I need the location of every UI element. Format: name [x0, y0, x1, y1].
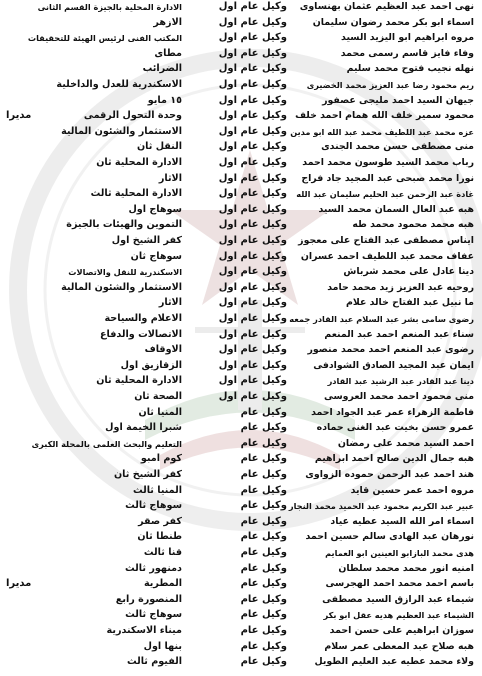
- member-name: فاطمة الزهراء عمر عبد الجواد احمد: [311, 406, 474, 418]
- member-office: المنصورة رابع: [115, 593, 182, 605]
- member-title: وكيل عام اول: [218, 1, 287, 12]
- table-row: [0, 296, 482, 310]
- member-title: وكيل عام: [240, 437, 287, 449]
- member-name: ولاء محمد عطيه عبد العليم الطويل: [314, 656, 474, 668]
- member-title: وكيل عام اول: [218, 250, 287, 262]
- table-row: [0, 218, 482, 232]
- table-row: [0, 452, 482, 466]
- member-title: وكيل عام اول: [218, 328, 287, 340]
- member-office: الفيوم ثالث: [126, 656, 182, 668]
- member-office: المنيا ثالث: [132, 484, 182, 496]
- table-row: [0, 484, 482, 498]
- member-name: عزه محمد عبد اللطيف محمد عبد الله ابو مدين: [290, 126, 474, 137]
- table-row: [0, 374, 482, 388]
- member-office: الادارة المحلية ثان: [96, 375, 182, 387]
- member-title: وكيل عام اول: [218, 110, 287, 122]
- member-title: وكيل عام اول: [218, 281, 287, 293]
- member-name: نورا محمد صبحى عبد المجيد جاد فراج: [301, 172, 474, 184]
- table-row: [0, 515, 482, 529]
- member-role-note: مديرا: [6, 110, 32, 122]
- member-title: وكيل عام: [240, 593, 287, 605]
- member-office: كفر الشيخ ثان: [113, 469, 182, 480]
- member-name: عفاف محمد عبد اللطيف احمد عسران: [300, 250, 474, 262]
- member-name: هبه عبد العال السمان محمد السيد: [318, 203, 474, 215]
- member-office: الضرائب: [142, 63, 182, 75]
- table-row: [0, 328, 482, 342]
- member-name: ايناس مصطفى عبد الفتاح على معجوز: [298, 235, 474, 246]
- member-title: وكيل عام اول: [218, 297, 287, 309]
- member-title: وكيل عام: [240, 547, 287, 558]
- member-name: اسماء امر الله السيد عطيه عياد: [330, 515, 474, 527]
- member-office: دمنهور ثالث: [125, 562, 182, 574]
- table-row: [0, 359, 482, 373]
- table-row: [0, 593, 482, 607]
- member-name: دينا عبد القادر عبد الرشيد عبد القادر: [327, 376, 474, 387]
- member-name: وفاء فايز قاسم رسمى محمد: [340, 47, 474, 59]
- table-row: [0, 156, 482, 170]
- table-row: [0, 109, 482, 123]
- member-title: وكيل عام: [240, 469, 287, 480]
- member-title: وكيل عام: [240, 453, 287, 465]
- member-office: كوم امبو: [140, 453, 182, 465]
- member-title: وكيل عام اول: [218, 16, 287, 28]
- member-name: باسم احمد محمد احمد الهجرسى: [325, 578, 474, 590]
- member-office: التعليم والبحث العلمى بالمحلة الكبرى: [31, 438, 182, 449]
- member-office: المنيا ثان: [138, 406, 182, 418]
- member-title: وكيل عام اول: [218, 266, 287, 278]
- member-office: الاثار: [158, 172, 182, 184]
- member-office: الاثار: [158, 297, 182, 309]
- member-name: هبه صلاح عبد المعطى عمر سلام: [324, 640, 474, 652]
- member-name: هدى محمد البازابو العينين ابو العمايم: [325, 548, 474, 558]
- table-row: [0, 421, 482, 435]
- member-office: كفر الشيخ اول: [111, 235, 182, 246]
- member-name: امنيه انور محمد محمد سلطان: [338, 562, 474, 574]
- table-row: [0, 343, 482, 357]
- member-name: مروه احمد عمر حسين قايد: [350, 484, 474, 496]
- table-row: [0, 546, 482, 560]
- member-office: الاوقاف: [144, 344, 182, 356]
- table-row: [0, 406, 482, 420]
- member-name: اسماء ابو بكر محمد رضوان سليمان: [312, 16, 474, 28]
- member-office: كفر صقر: [138, 515, 182, 527]
- member-title: وكيل عام: [240, 484, 287, 496]
- member-office: الاستثمار والشئون المالية: [61, 125, 182, 137]
- member-name: سناء عبد المنعم احمد عبد المنعم: [324, 328, 474, 340]
- member-title: وكيل عام اول: [218, 188, 287, 200]
- member-office: الاستثمار والشئون المالية: [61, 281, 182, 293]
- member-office: التموين والهيئات بالجيزة: [66, 219, 182, 231]
- member-title: وكيل عام: [240, 562, 287, 574]
- table-row: [0, 640, 482, 654]
- member-title: وكيل عام اول: [218, 157, 287, 168]
- member-title: وكيل عام: [240, 625, 287, 636]
- member-office: الازهر: [153, 16, 182, 28]
- member-name: رضوى سامى بشر عبد السلام عبد القادر جمعه: [289, 314, 474, 324]
- member-title: وكيل عام اول: [218, 313, 287, 324]
- table-row: [0, 172, 482, 186]
- table-row: [0, 234, 482, 248]
- member-office: الصحة ثان: [134, 391, 182, 402]
- member-name: سوزان ابراهيم على حسن احمد: [329, 625, 474, 636]
- member-office: المكتب الفنى لرئيس الهيئة للتحقيقات: [27, 33, 182, 44]
- table-row: [0, 265, 482, 279]
- member-title: وكيل عام اول: [218, 235, 287, 246]
- member-name: نهله نجيب فتوح محمد سليم: [346, 63, 474, 75]
- member-title: وكيل عام اول: [218, 63, 287, 75]
- member-office: وحدة التحول الرقمى: [83, 110, 182, 122]
- member-name: احمد السيد محمد على رمضان: [337, 437, 474, 449]
- member-name: ما نبيل عبد الفتاح خالد علام: [345, 297, 474, 309]
- table-row: [0, 468, 482, 482]
- table-row: [0, 530, 482, 544]
- member-name: نهى احمد عبد العظيم عثمان بهنساوى: [299, 1, 474, 12]
- member-office: المطرية: [143, 578, 182, 590]
- member-name: غادة عبد الرحمن عبد الحليم سليمان عبد الله: [296, 189, 474, 200]
- member-name: رباب محمد السيد طوسون محمد احمد: [302, 157, 474, 168]
- member-office: بنها اول: [143, 640, 182, 652]
- member-name: ايمان عبد المجيد الصادق الشوادفى: [313, 359, 474, 371]
- member-name: هبه محمد محمود محمد طه: [352, 219, 474, 231]
- member-title: وكيل عام: [240, 422, 287, 434]
- member-title: وكيل عام اول: [218, 125, 287, 137]
- table-row: [0, 655, 482, 669]
- table-row: [0, 0, 482, 14]
- table-row: [0, 499, 482, 513]
- member-office: مطاى: [154, 47, 182, 59]
- member-title: وكيل عام اول: [218, 47, 287, 59]
- member-title: وكيل عام اول: [218, 375, 287, 387]
- member-office: سوهاج ثالث: [125, 500, 182, 512]
- member-office: ميناء الاسكندرية: [106, 625, 182, 636]
- member-office: النقل ثان: [136, 141, 182, 153]
- member-office: الادارة المحلية ثالث: [90, 188, 182, 200]
- member-title: وكيل عام اول: [218, 219, 287, 231]
- member-title: وكيل عام اول: [218, 203, 287, 215]
- member-title: وكيل عام: [240, 531, 287, 543]
- member-name: دينا عادل على محمد شرباش: [343, 266, 474, 278]
- table-row: [0, 47, 482, 61]
- member-name: مروه ابراهيم ابو اليزيد السيد: [341, 32, 474, 44]
- table-row: [0, 187, 482, 201]
- member-title: وكيل عام اول: [218, 79, 287, 90]
- member-office: ١٥ مايو: [147, 94, 182, 106]
- member-office: الاعلام والسياحة: [104, 313, 182, 324]
- member-office: سوهاج ثان: [130, 250, 182, 262]
- table-row: [0, 125, 482, 139]
- member-name: منى مصطفى حسن محمد الجندى: [321, 141, 474, 153]
- member-office: الاسكندرية للعدل والداخلية: [56, 79, 182, 90]
- member-title: وكيل عام اول: [218, 359, 287, 371]
- member-title: وكيل عام: [240, 500, 287, 512]
- member-title: وكيل عام: [240, 406, 287, 418]
- member-title: وكيل عام اول: [218, 32, 287, 44]
- member-office: سوهاج ثالث: [125, 609, 182, 621]
- member-office: الاتصالات والدفاع: [99, 328, 182, 340]
- member-office: سوهاج اول: [128, 203, 182, 215]
- member-name: عبير عبد الكريم محمود عبد الحميد محمد النجار: [288, 501, 474, 512]
- member-office: الادارة المحلية بالجيزة القسم الثانى: [37, 2, 182, 12]
- member-title: وكيل عام: [240, 656, 287, 668]
- table-row: [0, 562, 482, 576]
- member-name: نورهان عبد الهادى سالم حسين احمد: [305, 531, 474, 543]
- member-title: وكيل عام: [240, 609, 287, 621]
- table-row: [0, 203, 482, 217]
- member-name: شيماء عبد الرازق السيد مصطفى: [322, 593, 474, 605]
- member-office: الادارة المحلية ثان: [96, 157, 182, 168]
- member-name: عمرو حسن بخيت عبد الغنى حماده: [316, 422, 474, 434]
- member-office: طنطا ثان: [137, 531, 182, 543]
- member-name: محمود سمير خلف الله همام احمد خلف: [295, 110, 474, 122]
- member-title: وكيل عام اول: [218, 391, 287, 402]
- table-row: [0, 437, 482, 451]
- table-row: [0, 94, 482, 108]
- table-row: [0, 312, 482, 326]
- member-role-note: مديرا: [6, 578, 32, 590]
- table-row: [0, 140, 482, 154]
- member-name: الشيماء عبد العظيم هديه عقل ابو بكر: [323, 610, 474, 621]
- member-name: هبه جمال الدين صالح احمد ابراهيم: [314, 453, 474, 465]
- table-row: [0, 31, 482, 45]
- member-name: رضوى عبد المنعم احمد محمد منصور: [307, 344, 474, 356]
- member-title: وكيل عام اول: [218, 344, 287, 356]
- member-office: شبرا الخيمة اول: [105, 422, 182, 434]
- table-row: [0, 16, 482, 30]
- member-office: الزقازيق اول: [120, 359, 182, 371]
- table-row: [0, 250, 482, 264]
- table-row: [0, 281, 482, 295]
- member-name: روحيه عبد العزيز زيد محمد حامد: [327, 281, 474, 293]
- member-title: وكيل عام: [240, 640, 287, 652]
- member-name: منى محمود احمد محمد العروسى: [323, 391, 474, 402]
- table-row: [0, 62, 482, 76]
- member-name: ريم محمود رضا عبد العزيز محمد الخضيرى: [306, 80, 474, 90]
- member-title: وكيل عام: [240, 515, 287, 527]
- member-name: جيهان السيد احمد مليجى عصفور: [322, 94, 474, 106]
- member-name: هند احمد عبد الرحمن حموده الزواوى: [305, 469, 474, 480]
- table-row: [0, 624, 482, 638]
- member-office: الاسكندرية للنقل والاتصالات: [68, 267, 182, 278]
- member-title: وكيل عام اول: [218, 94, 287, 106]
- table-row: [0, 390, 482, 404]
- table-row: [0, 608, 482, 622]
- table-row: [0, 577, 482, 591]
- member-title: وكيل عام اول: [218, 141, 287, 153]
- member-title: وكيل عام: [240, 578, 287, 590]
- member-office: قنا ثالث: [143, 547, 182, 558]
- member-title: وكيل عام اول: [218, 172, 287, 184]
- table-row: [0, 78, 482, 92]
